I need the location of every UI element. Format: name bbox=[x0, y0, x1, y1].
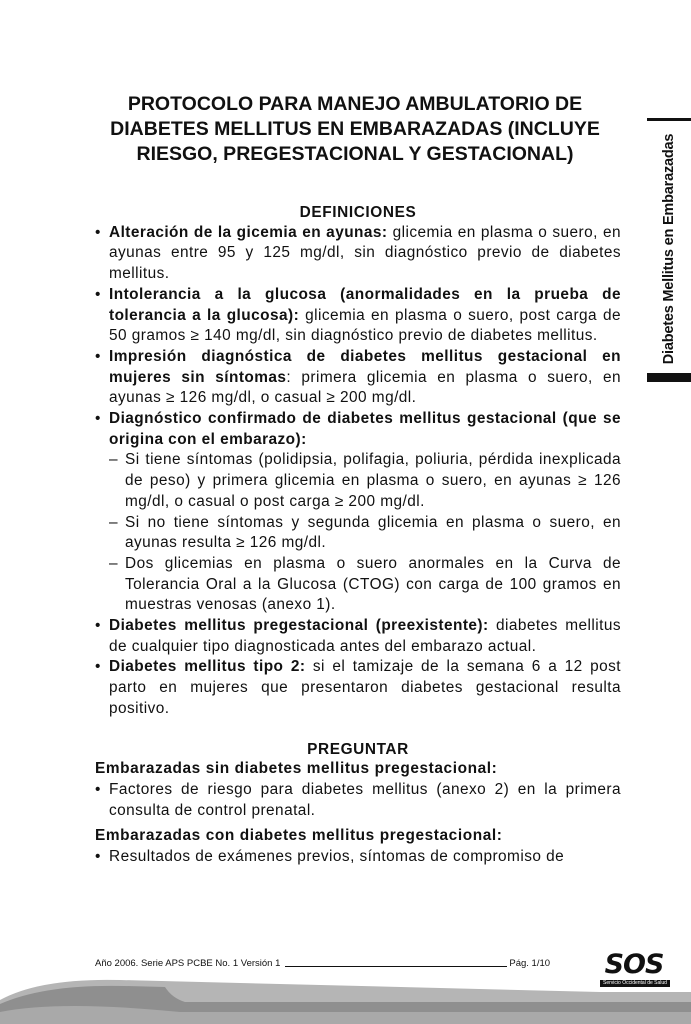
document-body bbox=[95, 203, 621, 868]
page-footer bbox=[95, 958, 575, 969]
document-title bbox=[95, 92, 615, 167]
definiciones-heading: DEFINICIONES bbox=[299, 204, 417, 221]
definition-term: Diagnóstico confirmado de diabetes mellitus gestacional (que se origina con el embarazo): bbox=[109, 410, 621, 448]
page-number: Pág. 1/10 bbox=[509, 958, 551, 969]
logo-mark: SOS bbox=[604, 949, 664, 980]
definition-subitem: – Si no tiene síntomas y segunda glicemia en plasma o suero, en ayunas resulta ≥ 126 mg/dl. bbox=[95, 513, 621, 554]
definition-text: si el tamizaje de la semana 6 a 12 post parto en mujeres que presentaron diabetes gestacional resulta positivo. bbox=[109, 658, 622, 717]
bottom-decorative-band bbox=[0, 970, 691, 1024]
definition-item bbox=[95, 223, 621, 285]
definition-term: Alteración de la gicemia en ayunas: bbox=[109, 223, 388, 241]
definition-text: glicemia en plasma o suero, post carga de 50 gramos ≥ 140 mg/dl, sin diagnóstico previo de diabetes mellitus. bbox=[109, 306, 621, 345]
definition-text: glicemia en plasma o suero, en ayunas entre 95 y 125 mg/dl, sin diagnóstico previo de diabetes mellitus. bbox=[109, 223, 621, 283]
group-heading-sin: Embarazadas sin diabetes mellitus pregestacional: bbox=[95, 760, 498, 778]
definition-subitem: – Dos glicemias en plasma o suero anormales en la Curva de Tolerancia Oral a la Glucosa (CTOG) con carga de 100 gramos en muestras venosas (anexo 1). bbox=[95, 554, 621, 616]
list-item: • Factores de riesgo para diabetes mellitus (anexo 2) en la primera consulta de control prenatal. bbox=[95, 780, 621, 821]
section-side-tab bbox=[647, 118, 691, 382]
side-tab-label: Diabetes Mellitus en Embarazadas bbox=[661, 133, 677, 365]
definition-subitem: – Si tiene síntomas (polidipsia, polifagia, poliuria, pérdida inexplicada de peso) y primera glicemia en plasma o suero, en ayunas ≥ 126 mg/dl, o casual o post carga ≥ 200 mg/dl. bbox=[95, 450, 621, 512]
title-line-2: DIABETES MELLITUS EN EMBARAZADAS (INCLUYE bbox=[110, 118, 600, 140]
definition-term: Diabetes mellitus pregestacional (preexistente): bbox=[109, 617, 489, 635]
definition-item bbox=[95, 657, 621, 719]
title-line-1: PROTOCOLO PARA MANEJO AMBULATORIO DE bbox=[127, 93, 583, 115]
footer-rule bbox=[285, 966, 507, 967]
title-line-3: RIESGO, PREGESTACIONAL Y GESTACIONAL) bbox=[136, 143, 574, 165]
logo-caption: Servicio Occidental de Salud bbox=[600, 980, 670, 987]
list-item: • Resultados de exámenes previos, síntomas de compromiso de bbox=[95, 847, 621, 868]
definition-term: Intolerancia a la glucosa (anormalidades en la prueba de tolerancia a la glucosa): bbox=[109, 285, 621, 324]
definition-text: : primera glicemia en plasma o suero, en ayunas ≥ 126 mg/dl, o casual ≥ 200 mg/dl. bbox=[109, 368, 621, 407]
definition-item bbox=[95, 409, 621, 450]
definition-item bbox=[95, 347, 621, 409]
definition-item bbox=[95, 616, 621, 657]
definition-term: Impresión diagnóstica de diabetes mellitus gestacional en mujeres sin síntomas bbox=[109, 347, 621, 386]
definition-text: diabetes mellitus de cualquier tipo diagnosticada antes del embarazo actual. bbox=[109, 617, 621, 655]
definition-term: Diabetes mellitus tipo 2: bbox=[109, 658, 306, 676]
definition-item bbox=[95, 285, 621, 347]
footer-series: Año 2006. Serie APS PCBE No. 1 Versión 1 bbox=[95, 958, 281, 969]
group-heading-con: Embarazadas con diabetes mellitus pregestacional: bbox=[95, 827, 503, 845]
preguntar-heading: PREGUNTAR bbox=[307, 740, 409, 758]
